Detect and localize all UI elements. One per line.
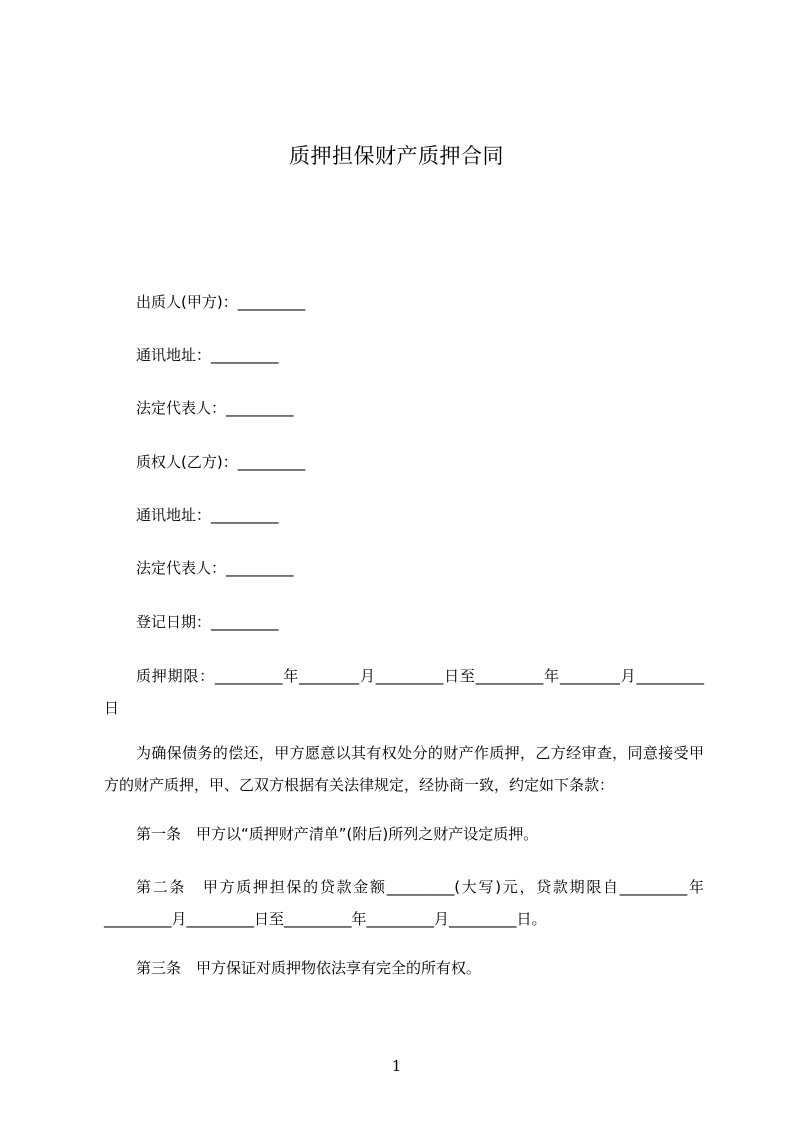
pledgor-field: 出质人(甲方)：_________ bbox=[136, 293, 306, 311]
page-number: 1 bbox=[391, 1057, 402, 1075]
article-3-paragraph: 第三条 甲方保证对质押物依法享有完全的所有权。 bbox=[136, 959, 482, 977]
pledgee-field: 质权人(乙方)：_________ bbox=[136, 453, 306, 471]
pledge-period-paragraph: 质押期限：_________年________月_________日至_________年________月_________日 bbox=[104, 667, 704, 717]
pledgee-address-field: 通讯地址：_________ bbox=[136, 506, 279, 524]
preamble-paragraph: 为确保债务的偿还，甲方愿意以其有权处分的财产作质押，乙方经审查，同意接受甲方的财产质押，甲、乙双方根据有关法律规定，经协商一致，约定如下条款： bbox=[104, 744, 704, 794]
page-title: 质押担保财产质押合同 bbox=[289, 144, 504, 168]
pledgor-representative-field: 法定代表人：_________ bbox=[136, 399, 294, 417]
pledgee-representative-field: 法定代表人：_________ bbox=[136, 559, 294, 577]
article-1-paragraph: 第一条 甲方以“质押财产清单”(附后)所列之财产设定质押。 bbox=[136, 825, 539, 843]
pledgor-address-field: 通讯地址：_________ bbox=[136, 346, 279, 364]
article-2-paragraph: 第二条 甲方质押担保的贷款金额_________(大写)元，贷款期限自_________年_________月_________日至_________年_________月_________日。 bbox=[104, 878, 704, 928]
registration-date-field: 登记日期：_________ bbox=[136, 613, 279, 631]
